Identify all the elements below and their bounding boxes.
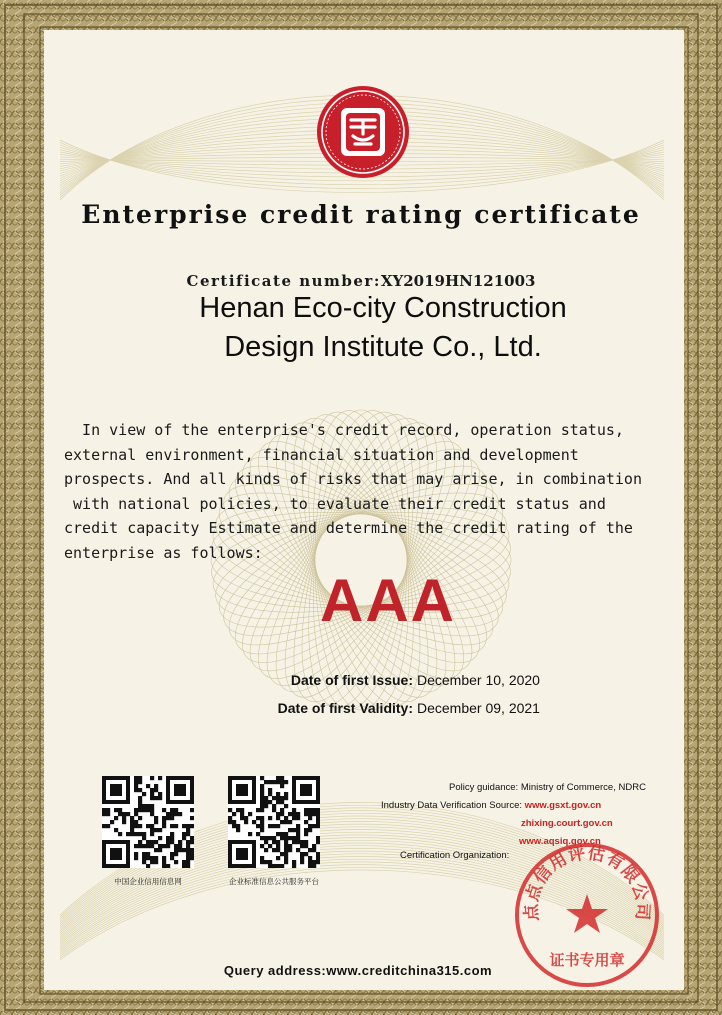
body-line: enterprise as follows: [64,543,263,562]
qr-code-icon[interactable] [102,776,194,868]
source-link[interactable]: www.aqsiq.gov.cn [519,836,601,847]
company-name-line1: Henan Eco-city Construction [199,292,567,324]
credit-rating: AAA [320,567,456,634]
issue-date-row [0,672,722,692]
certificate-number-value: XY2019HN121003 [380,272,536,290]
verification-source [381,800,601,811]
qr-caption: 中国企业信用信息网 [114,877,182,886]
company-name-line2: Design Institute Co., Ltd. [224,331,542,363]
stamp-text: 点点信用评估有限公司 [521,843,653,922]
issue-date-value: December 10, 2020 [417,672,540,688]
issue-date-label: Date of first Issue: [290,672,413,688]
policy-guidance [449,782,646,793]
stamp-bottom-text: 证书专用章 [549,951,625,969]
body-line: prospects. And all kinds of risks that may arise, in combination [64,470,642,489]
policy-label: Policy guidance: [449,782,519,793]
validity-date-row [0,700,722,720]
credit-seal-logo-icon [315,84,411,180]
source-link[interactable]: zhixing.court.gov.cn [521,818,613,829]
body-line: credit capacity Estimate and determine the credit rating of the [64,519,633,538]
source-label: Industry Data Verification Source: [381,800,522,811]
validity-date-value: December 09, 2021 [417,700,540,716]
body-line: In view of the enterprise's credit record, operation status, [64,421,624,439]
body-line: external environment, financial situation and development [64,445,579,464]
qr-code-icon[interactable] [228,776,320,868]
certification-organization-label: Certification Organization: [400,850,510,861]
validity-date-label: Date of first Validity: [277,700,413,716]
red-star-icon [566,894,608,933]
certificate-body [64,418,704,566]
source-link[interactable]: www.gsxt.gov.cn [524,800,602,811]
qr-caption: 企业标准信息公共服务平台 [229,877,319,886]
certificate-number [0,272,722,290]
body-line: with national policies, to evaluate their credit status and [64,494,606,513]
certificate-number-label: Certificate number: [186,272,381,290]
policy-value: Ministry of Commerce, NDRC [520,782,646,793]
query-address[interactable]: Query address:www.creditchina315.com [223,963,493,978]
certificate-title: Enterprise credit rating certificate [81,200,641,229]
